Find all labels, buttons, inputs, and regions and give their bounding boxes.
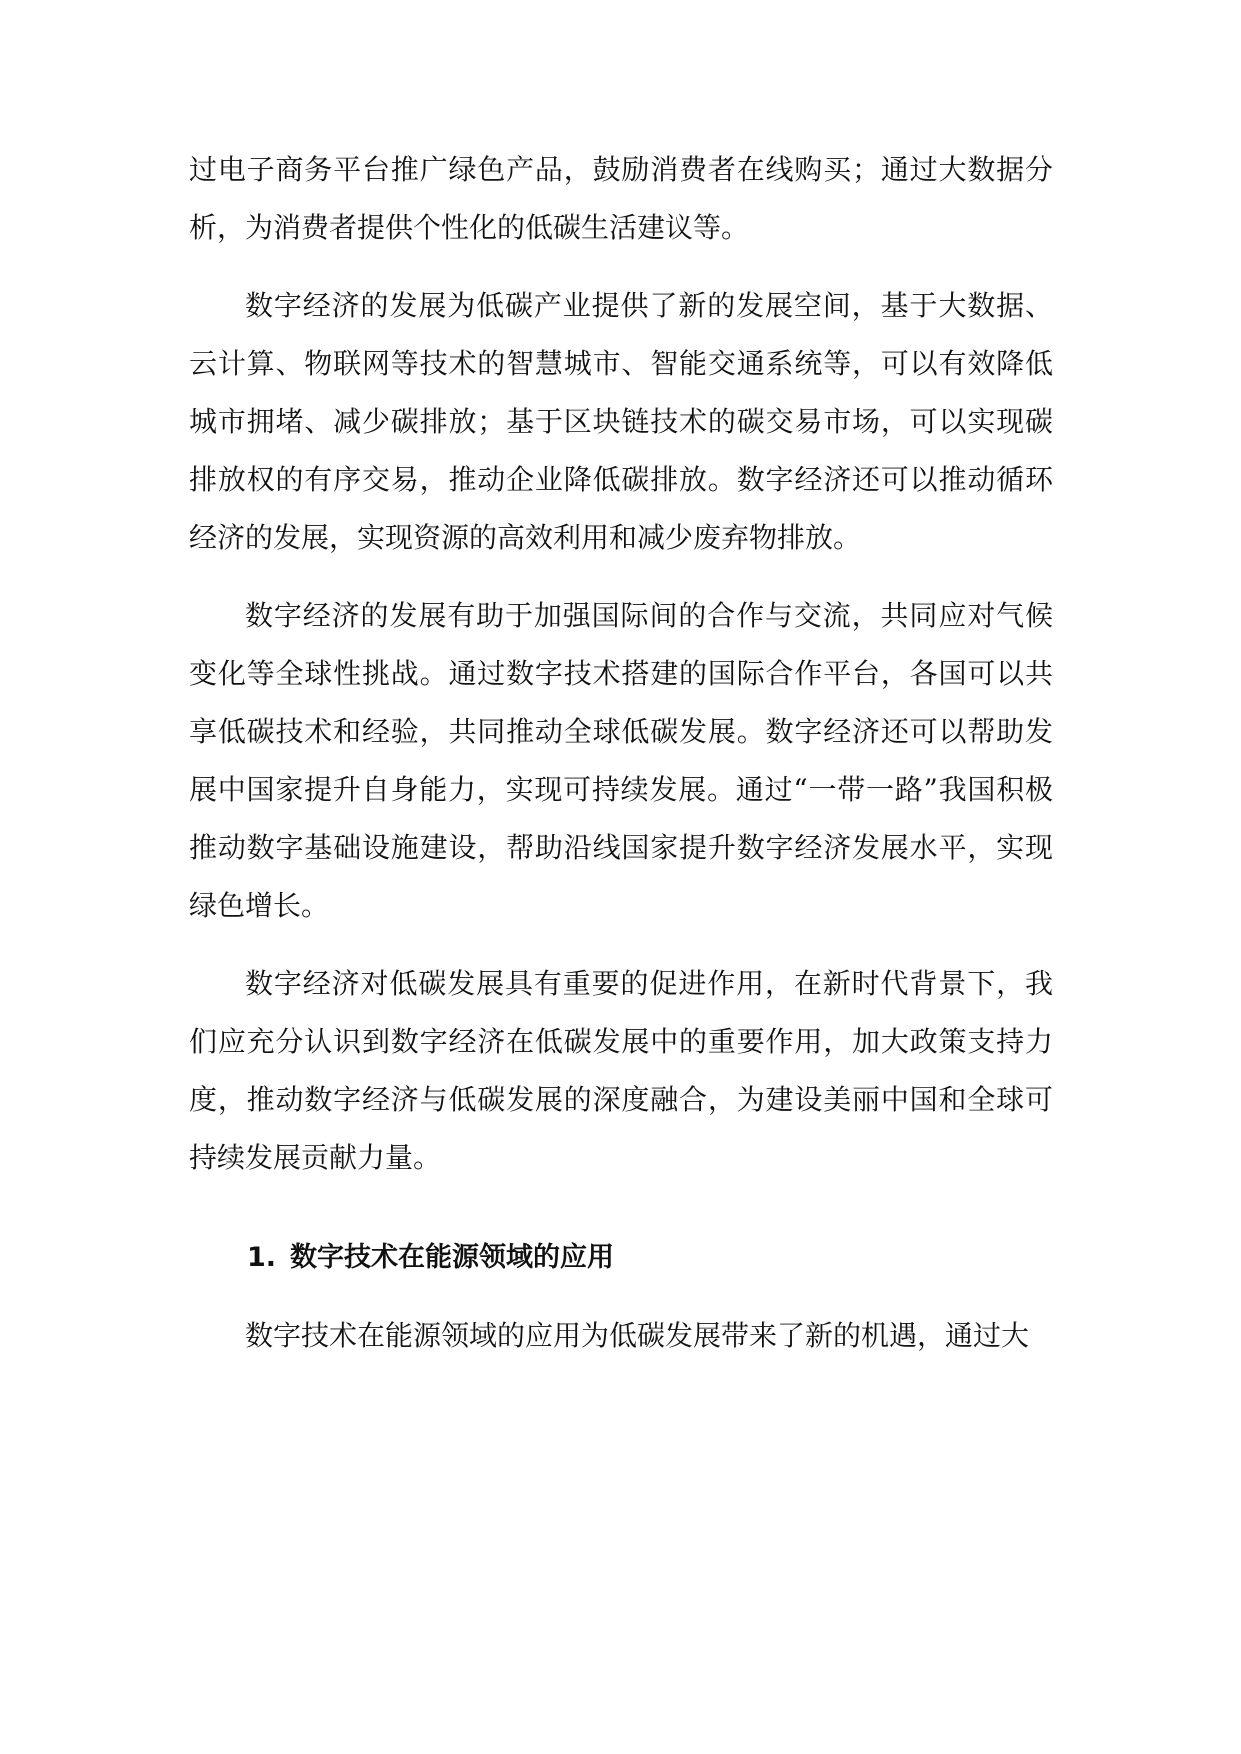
body-paragraph: 数字经济的发展为低碳产业提供了新的发展空间，基于大数据、云计算、物联网等技术的智慧城市、智能交通系统等，可以有效降低城市拥堵、减少碳排放；基于区块链技术的碳交易市场，可以实现碳排放权的有序交易，推动企业降低碳排放。数字经济还可以推动循环经济的发展，实现资源的高效利用和减少废弃物排放。 — [189, 289, 1053, 554]
section-heading — [189, 1229, 1053, 1287]
section-title: 数字技术在能源领域的应用 — [290, 1242, 615, 1273]
document-body — [189, 141, 1053, 1365]
body-paragraph: 数字技术在能源领域的应用为低碳发展带来了新的机遇，通过大 — [245, 1319, 1030, 1352]
body-paragraph: 数字经济的发展有助于加强国际间的合作与交流，共同应对气候变化等全球性挑战。通过数字技术搭建的国际合作平台，各国可以共享低碳技术和经验，共同推动全球低碳发展。数字经济还可以帮助发展中国家提升自身能力，实现可持续发展。通过“一带一路”我国积极推动数字基础设施建设，帮助沿线国家提升数字经济发展水平，实现绿色增长。 — [189, 599, 1053, 922]
body-paragraph-continued: 过电子商务平台推广绿色产品，鼓励消费者在线购买；通过大数据分析，为消费者提供个性化的低碳生活建议等。 — [189, 153, 1053, 244]
section-number: 1. — [247, 1242, 277, 1273]
body-paragraph: 数字经济对低碳发展具有重要的促进作用，在新时代背景下，我们应充分认识到数字经济在低碳发展中的重要作用，加大政策支持力度，推动数字经济与低碳发展的深度融合，为建设美丽中国和全球可持续发展贡献力量。 — [189, 967, 1053, 1174]
